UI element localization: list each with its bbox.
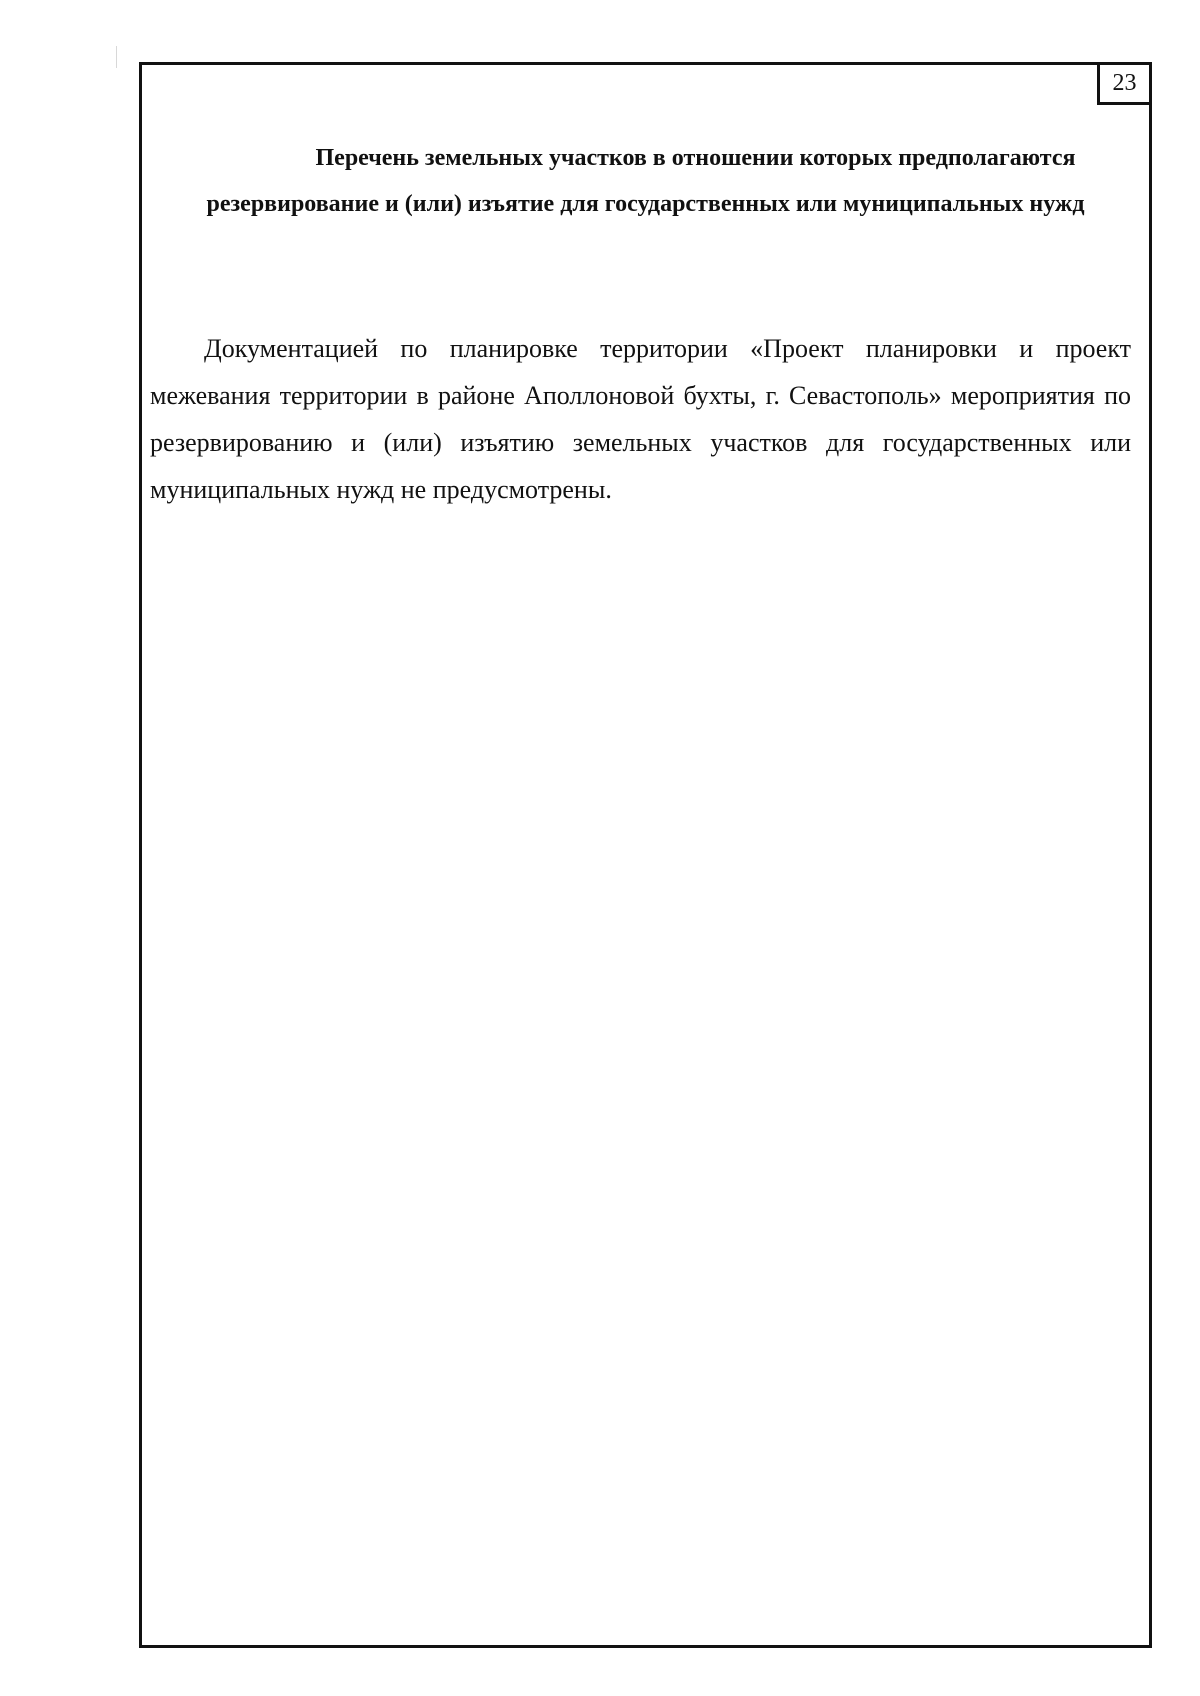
page-title (162, 135, 1129, 227)
title-line-2: резервирование и (или) изъятие для государственных или муниципальных нужд (206, 191, 1085, 217)
page-number: 23 (1097, 62, 1152, 105)
title-line-1: Перечень земельных участков в отношении которых предполагаются (315, 145, 1076, 171)
scan-margin-mark (116, 46, 117, 68)
body-paragraph: Документацией по планировке территории «Проект планировки и проект межевания территории в районе Аполлоновой бухты, г. Севастополь» мероприятия по резервированию и (или) изъятию земельных участков для государственных или муниципальных нужд не предусмотрены. (150, 334, 1131, 504)
page-frame (139, 62, 1152, 1648)
